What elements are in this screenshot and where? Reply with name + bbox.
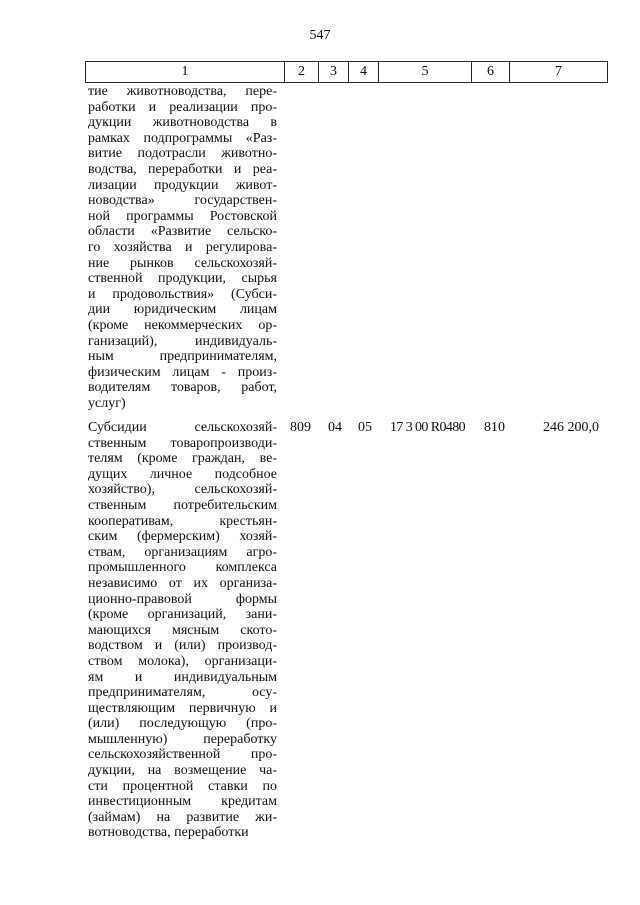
text-line: предпринимателям, осу- [88, 685, 277, 701]
header-cell-4: 4 [349, 62, 379, 82]
text-line: ствам, организациям агро- [88, 544, 277, 560]
text-line: рамках подпрограммы «Раз- [88, 130, 277, 146]
text-line: области «Развитие сельско- [88, 224, 277, 240]
text-line: мающихся мясным ското- [88, 622, 277, 638]
text-line: сти процентной ставки по [88, 778, 277, 794]
header-cell-1: 1 [86, 62, 285, 82]
amount-value: 246 200,0 [543, 420, 599, 435]
text-line: хозяйство), сельскохозяй- [88, 482, 277, 498]
text-line: водства, переработки и реа- [88, 161, 277, 177]
text-line: ственным товаропроизводи- [88, 435, 277, 451]
text-line: вотноводства, переработки [88, 825, 249, 841]
text-line: инвестиционным кредитам [88, 794, 277, 810]
text-line: дии юридическим лицам [88, 302, 277, 318]
text-line: дукции, на возмещение ча- [88, 763, 277, 779]
text-line: кооперативам, крестьян- [88, 513, 277, 529]
text-line: ственным потребительским [88, 497, 277, 513]
table-header-row [85, 61, 608, 83]
target-article-code: 17 3 00 R0480 [390, 420, 466, 435]
text-line: (займам) на развитие жи- [88, 809, 277, 825]
section-code: 04 [328, 420, 342, 435]
text-line: дущих личное подсобное [88, 466, 277, 482]
text-line: независимо от их организа- [88, 575, 277, 591]
text-line: ной программы Ростовской [88, 208, 277, 224]
ministry-code: 809 [290, 420, 311, 435]
expense-type-code: 810 [484, 420, 505, 435]
text-line: ционно-правовой формы [88, 591, 277, 607]
header-cell-3: 3 [319, 62, 349, 82]
text-line: го хозяйства и регулирова- [88, 239, 277, 255]
page-number: 547 [309, 28, 331, 43]
subsidy-row-description [88, 420, 277, 841]
text-line: ским (фермерским) хозяй- [88, 529, 277, 545]
text-line: ям и индивидуальным [88, 669, 277, 685]
text-line: сельскохозяйственной про- [88, 747, 277, 763]
text-line: промышленного комплекса [88, 560, 277, 576]
header-cell-6: 6 [472, 62, 510, 82]
text-line: лизации продукции живот- [88, 177, 277, 193]
text-line: ством молока), организаци- [88, 653, 277, 669]
text-line: услуг) [88, 395, 126, 411]
text-line: телям (кроме граждан, ве- [88, 451, 277, 467]
text-line: новодства» государствен- [88, 193, 277, 209]
text-line: ществляющим первичную и [88, 700, 277, 716]
text-line: мышленную) переработку [88, 731, 277, 747]
header-cell-2: 2 [285, 62, 319, 82]
text-line: (или) последующую (про- [88, 716, 277, 732]
text-line: (кроме организаций, зани- [88, 607, 277, 623]
text-line: витие подотрасли животно- [88, 146, 277, 162]
continued-row-description [88, 84, 277, 411]
text-line: тие животноводства, пере- [88, 84, 277, 99]
text-line: физическим лицам - произ- [88, 364, 277, 380]
text-line: ние рынков сельскохозяй- [88, 255, 277, 271]
text-line: работки и реализации про- [88, 99, 277, 115]
text-line: ным предпринимателям, [88, 349, 277, 365]
text-line: Субсидии сельскохозяй- [88, 420, 277, 435]
text-line: (кроме некоммерческих ор- [88, 317, 277, 333]
text-line: дукции животноводства в [88, 115, 277, 131]
text-line: ственной продукции, сырья [88, 271, 277, 287]
subsection-code: 05 [358, 420, 372, 435]
header-cell-5: 5 [379, 62, 472, 82]
text-line: водителям товаров, работ, [88, 380, 277, 396]
header-cell-7: 7 [555, 64, 562, 79]
text-line: ганизаций), индивидуаль- [88, 333, 277, 349]
text-line: и продовольствия» (Субси- [88, 286, 277, 302]
text-line: водством и (или) производ- [88, 638, 277, 654]
